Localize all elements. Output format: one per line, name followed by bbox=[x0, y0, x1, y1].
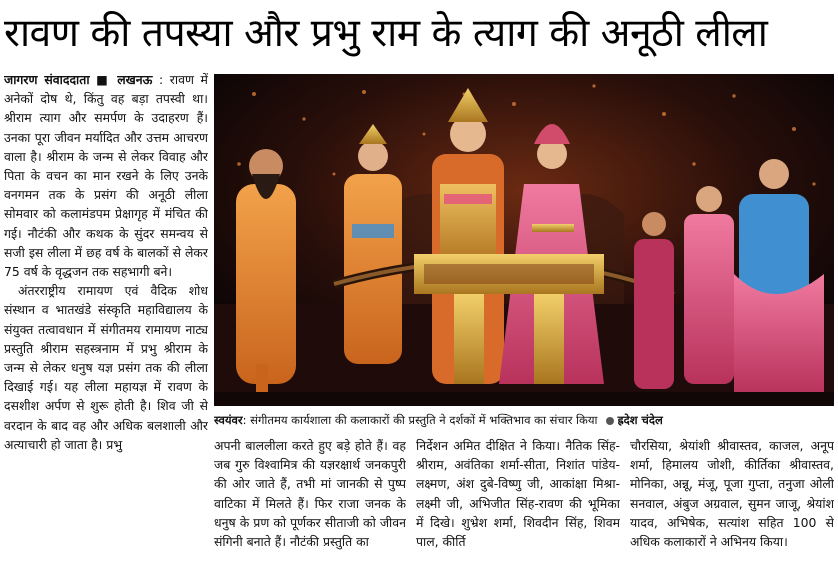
lead-paragraph bbox=[4, 70, 208, 281]
photo-caption bbox=[214, 410, 834, 430]
dateline: लखनऊ bbox=[117, 72, 153, 87]
article-column-3 bbox=[416, 436, 620, 582]
article-column-4 bbox=[630, 436, 834, 582]
news-photo bbox=[214, 74, 834, 406]
article-column-1 bbox=[4, 70, 208, 582]
camera-icon bbox=[606, 417, 614, 425]
paragraph-2: अंतरराष्ट्रीय रामायण एवं वैदिक शोध संस्थान व भातखंडे संस्कृति महाविद्यालय के संयुक्त तत्वावधान में संगीतमय रामायण नाट्य प्रस्तुति श्रीराम सहस्त्रनाम में प्रभु श्रीराम के जन्म से लेकर धनुष यज्ञ प्रसंग तक की लीला दिखाई गई। यह लीला महायज्ञ में रावण के दसशीश अर्पण से शुरू होती है। शिव जी से वरदान के बाद वह और अधिक बलशाली और अत्याचारी हो जाता है। प्रभु bbox=[4, 283, 208, 452]
caption-text: : संगीतमय कार्यशाला की कलाकारों की प्रस्तुति ने दर्शकों में भक्तिभाव का संचार किया bbox=[242, 413, 598, 427]
caption-label: स्वयंवर bbox=[214, 413, 243, 427]
column-2-text: अपनी बाललीला करते हुए बड़े होते हैं। वह जब गुरु विश्वामित्र की यज्ञरक्षार्थ जनकपुरी की ओर जाते हैं, तभी मां जानकी से पुष्प वाटिका में मिलते हैं। फिर राजा जनक के धनुष के प्रण को पूर्णकर सीताजी को जीवन संगिनी बनाते हैं। नौटंकी प्रस्तुति का bbox=[214, 438, 406, 550]
photo-credit: ह्रदेश चंदेल bbox=[617, 413, 663, 427]
ramleela-stage-photo bbox=[214, 74, 834, 406]
column-4-text: चौरसिया, श्रेयांशी श्रीवास्तव, काजल, अनूप शर्मा, हिमालय जोशी, कीर्तिका श्रीवास्तव, मोनिका, अन्नू, मंजू, पूजा गुप्ता, तनुजा ओली सनवाल, अंबुज अग्रवाल, सुमन जाजू, श्रेयांश यादव, अभिषेक, सत्यांश सहित 100 से अधिक कलाकारों ने अभिनय किया। bbox=[630, 438, 834, 550]
dateline-mark: ■ bbox=[96, 72, 111, 87]
headline: रावण की तपस्या और प्रभु राम के त्याग की अनूठी लीला bbox=[4, 11, 768, 56]
article-column-2 bbox=[214, 436, 406, 582]
column-3-text: निर्देशन अमित दीक्षित ने किया। नैतिक सिंह-श्रीराम, अवंतिका शर्मा-सीता, निशांत पांडेय-लक्ष्मण, अंश दुबे-विष्णु जी, आकांक्षा मिश्रा-लक्ष्मी जी, अभिजीत सिंह-रावण की भूमिका में दिखे। शुभ्रेश शर्मा, शिवदीन सिंह, शिवम पाल, कीर्ति bbox=[416, 438, 620, 550]
paragraph-1: : रावण में अनेकों दोष थे, किंतु वह बड़ा तपस्वी था। श्रीराम त्याग और समर्पण के उदाहरण हैं। उनका पूरा जीवन मर्यादित और उत्तम आचरण वाला है। श्रीराम के जन्म से लेकर विवाह और पिता के वचन का मान रखने के लिए उनके वनगमन तक के प्रसंग की अनूठी लीला सोमवार को कलामंडपम प्रेक्षागृह में मंचित की गई। नौटंकी और कथक के सुंदर समन्वय से सजी इस लीला में छह वर्ष के बालकों से लेकर 75 वर्ष के वृद्धजन तक सहभागी बने। bbox=[4, 72, 208, 280]
byline: जागरण संवाददाता bbox=[4, 72, 90, 87]
